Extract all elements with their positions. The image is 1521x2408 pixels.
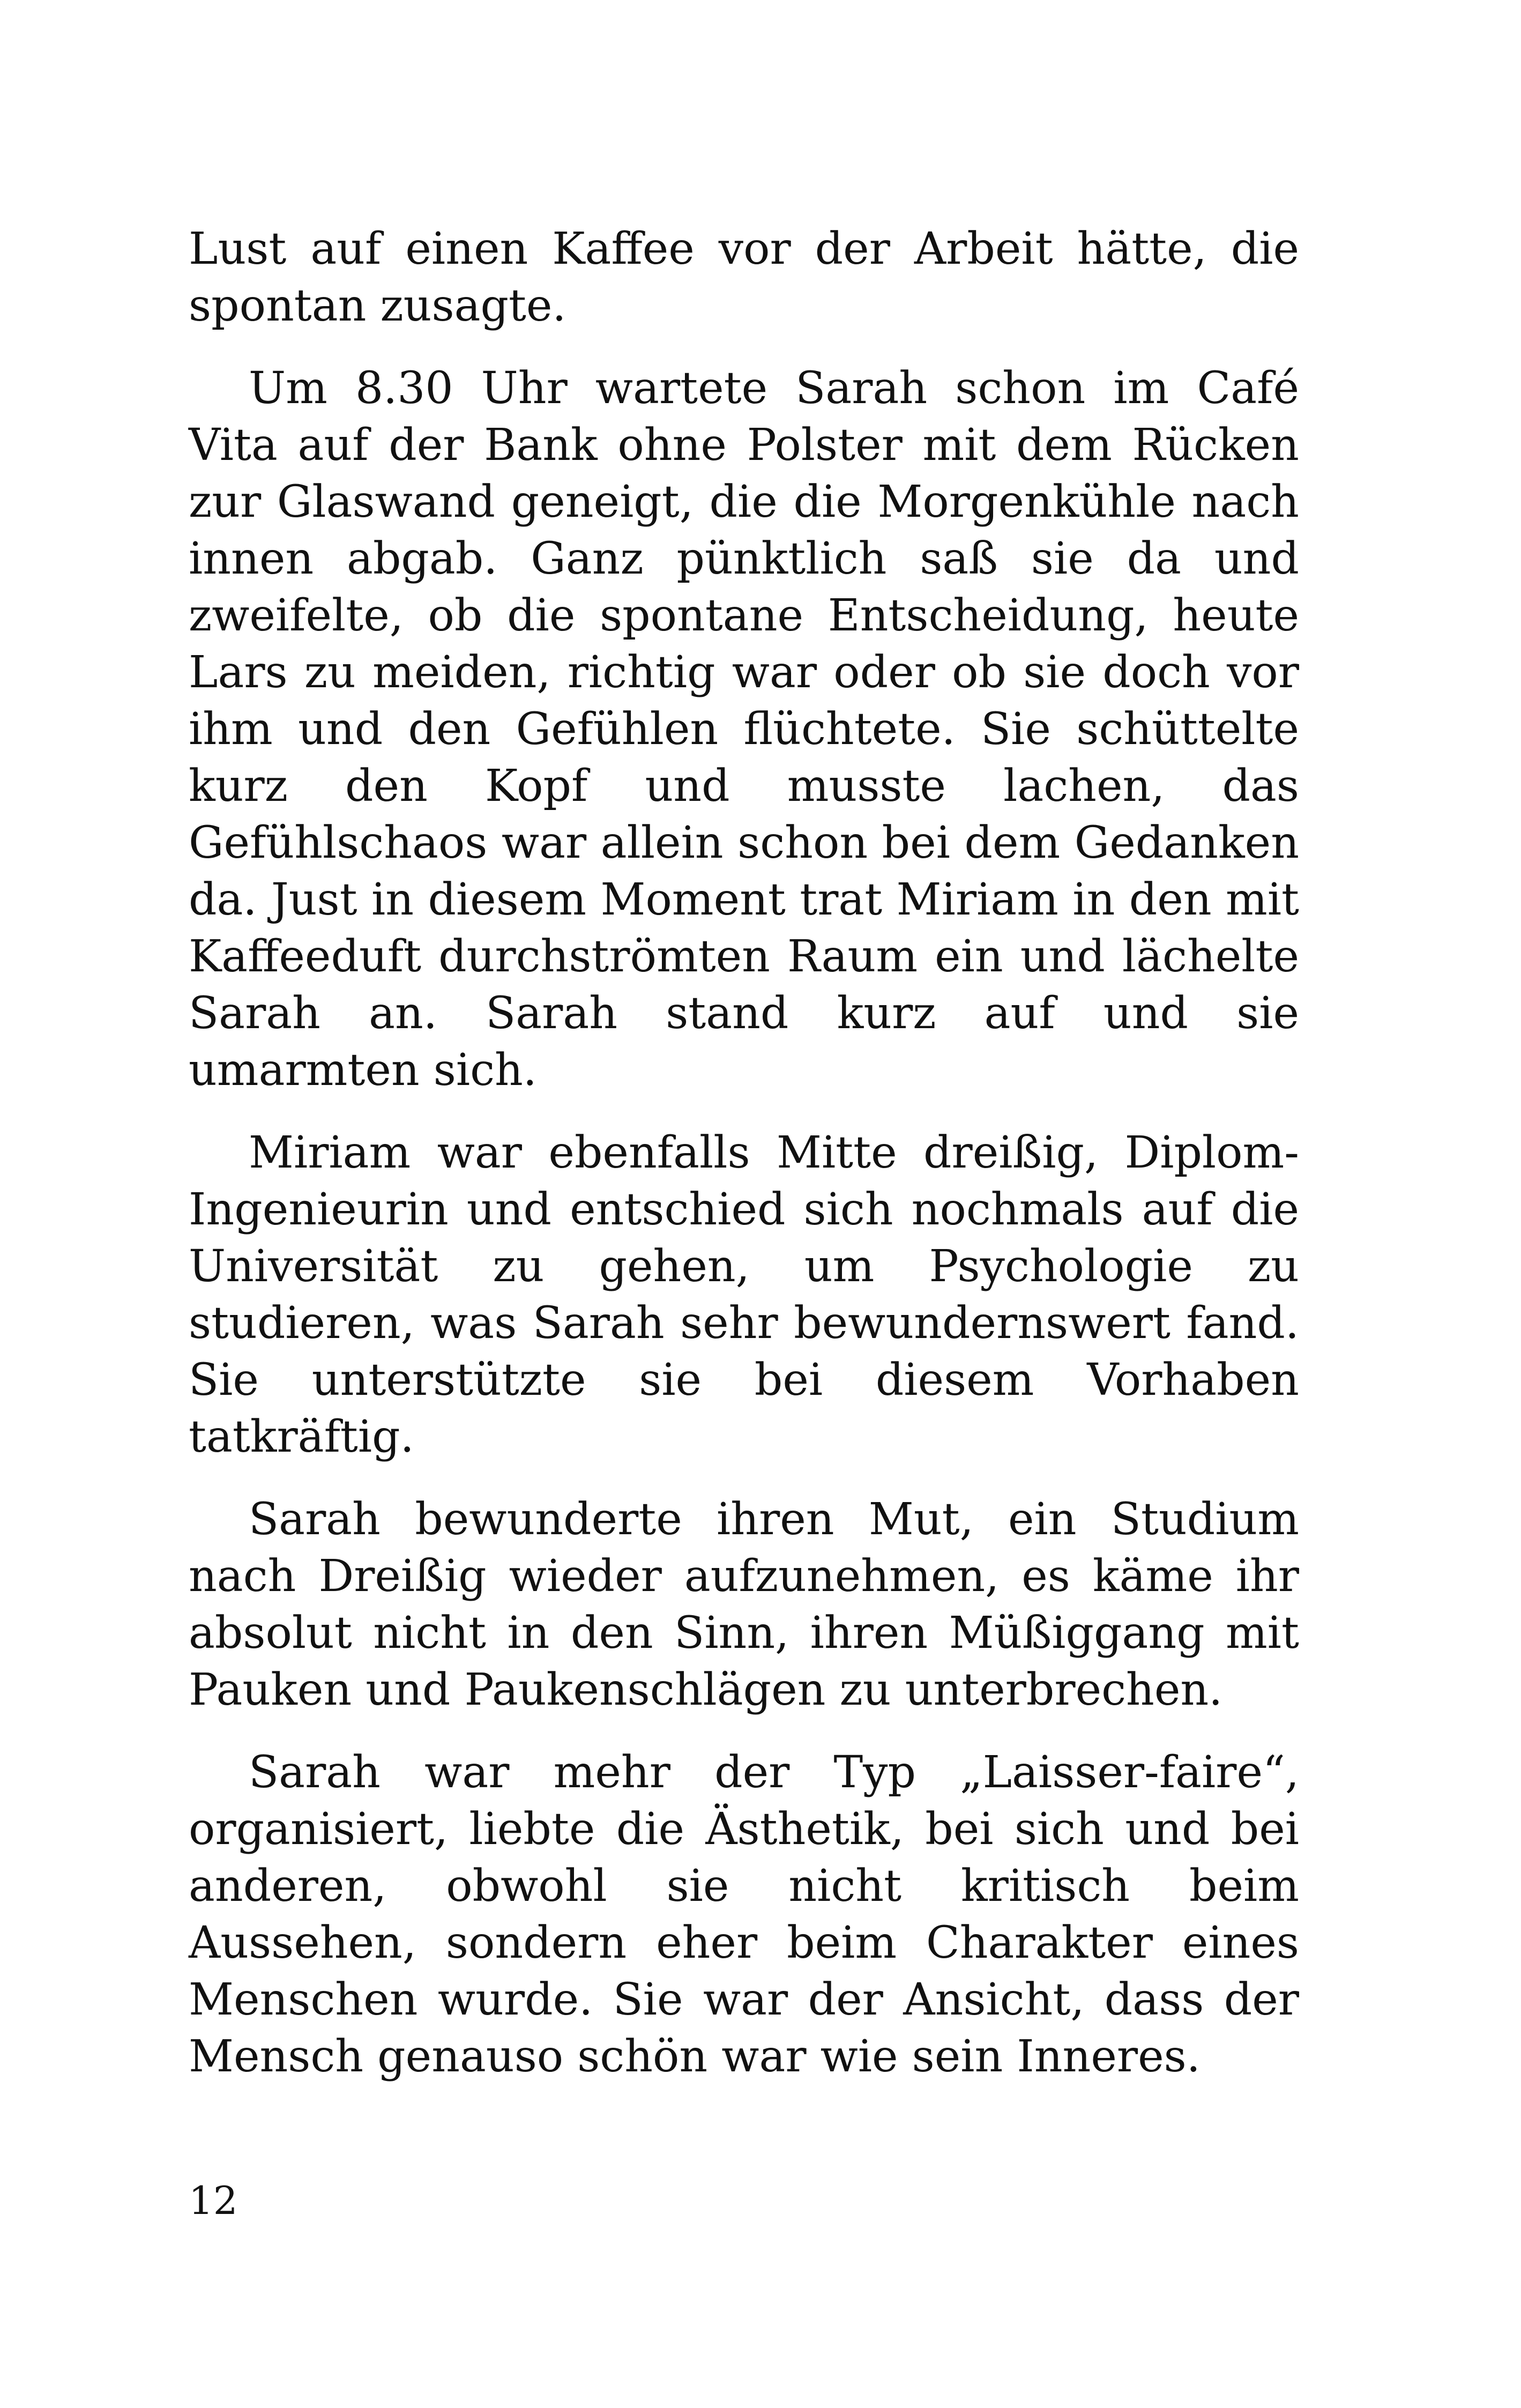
paragraph-4: Sarah bewunderte ihren Mut, ein Studium nach Dreißig wieder aufzunehmen, es käme ihr absolut nicht in den Sinn, ihren Müßiggang mit Pauken und Paukenschlägen zu unterbrechen. bbox=[189, 1494, 1299, 1715]
paragraph-2: Um 8.30 Uhr wartete Sarah schon im Café Vita auf der Bank ohne Polster mit dem Rücken zur Glaswand geneigt, die die Morgenkühle nach innen abgab. Ganz pünktlich saß sie da und zweifelte, ob die spontane Entscheidung, heute Lars zu meiden, richtig war oder ob sie doch vor ihm und den Gefühlen flüchtete. Sie schüttelte kurz den Kopf und musste lachen, das Gefühlschaos war allein schon bei dem Gedanken da. Just in diesem Moment trat Miriam in den mit Kaffeeduft durchströmten Raum ein und lächelte Sarah an. Sarah stand kurz auf und sie umarmten sich. bbox=[189, 363, 1299, 1096]
paragraph-1: Lust auf einen Kaffee vor der Arbeit hätte, die spontan zusagte. bbox=[189, 224, 1299, 331]
paragraph-3: Miriam war ebenfalls Mitte dreißig, Diplom-Ingenieurin und entschied sich nochmals auf die Universität zu gehen, um Psychologie zu studieren, was Sarah sehr bewundernswert fand. Sie unterstützte sie bei diesem Vorhaben tatkräftig. bbox=[189, 1127, 1299, 1462]
body-text bbox=[189, 221, 1299, 2111]
paragraph-5: Sarah war mehr der Typ „Laisser-faire“, organisiert, liebte die Ästhetik, bei sich und bei anderen, obwohl sie nicht kritisch beim Aussehen, sondern eher beim Charakter eines Menschen wurde. Sie war der Ansicht, dass der Mensch genauso schön war wie sein Inneres. bbox=[189, 1747, 1299, 2082]
page-number: 12 bbox=[189, 2178, 238, 2223]
